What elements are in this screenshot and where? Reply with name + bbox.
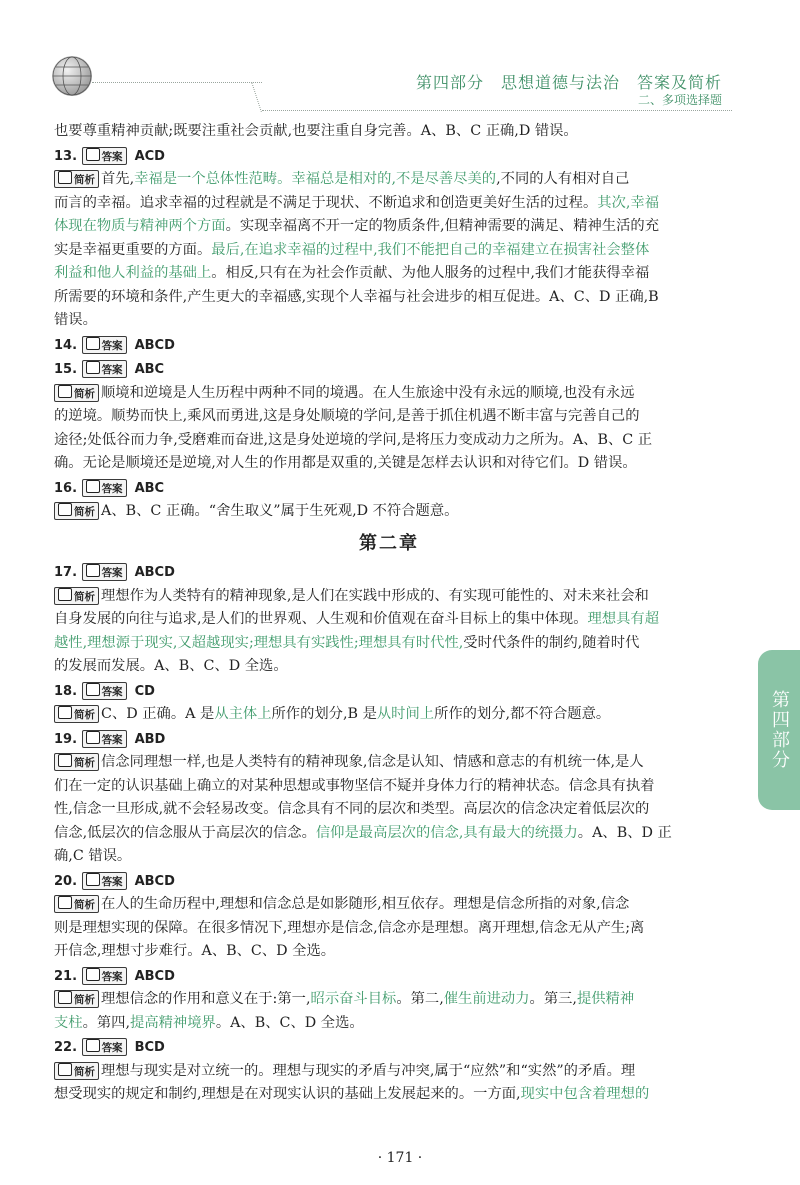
analysis-text: 所作的划分,B 是: [271, 706, 377, 722]
analysis-badge: [54, 895, 99, 913]
answer-badge: [82, 682, 127, 700]
analysis-badge-label: 简析: [74, 590, 95, 603]
analysis-text: 。A、B、C、D 全选。: [215, 1014, 364, 1031]
globe-logo-icon: [52, 56, 92, 96]
analysis-badge-icon: [58, 385, 72, 398]
question-block-chapter-one: [54, 145, 724, 524]
highlighted-text: 幸福是一个总体性范畴。幸福总是相对的,: [134, 171, 397, 187]
highlighted-text: 提供精神: [576, 991, 635, 1007]
analysis-text: 的逆境。顺势而快上,乘风而勇进,这是身处顺境的学问,是善于抓住机遇不断丰富与完善自己的: [54, 408, 640, 424]
analysis-text: 理想与现实是对立统一的。理想与现实的矛盾与冲突,属于“应然”和“实然”的矛盾。理: [101, 1062, 636, 1079]
highlighted-text: 提高精神境界: [130, 1014, 216, 1031]
answer-badge: [82, 1038, 127, 1056]
answer-badge-label: 答案: [101, 364, 123, 376]
analysis-text: 信念同理想一样,也是人类特有的精神现象,信念是认知、情感和意志的有机统一体,是人: [101, 754, 644, 770]
analysis-line: [54, 262, 724, 286]
highlighted-text: 从主体上: [214, 706, 272, 722]
analysis-line: [54, 192, 724, 216]
answer-badge-icon: [86, 968, 100, 981]
answer-value: CD: [134, 683, 155, 699]
analysis-text: 性,信念一旦形成,就不会轻易改变。信念具有不同的层次和类型。高层次的信念决定着低层次的: [54, 801, 650, 817]
analysis-text: 实是幸福更重要的方面。: [54, 241, 212, 258]
analysis-badge: [54, 705, 99, 723]
answer-value: ABCD: [134, 337, 175, 353]
question-number: 19.: [54, 731, 82, 747]
analysis-badge-icon: [58, 171, 72, 184]
analysis-badge-label: 简析: [74, 506, 95, 518]
analysis-line: [54, 655, 724, 679]
question-number: 17.: [54, 565, 82, 580]
question-number: 16.: [54, 480, 82, 496]
highlighted-text: 信仰是最高层次的信念,具有最大的统摄力: [315, 824, 578, 841]
analysis-line: [54, 893, 724, 917]
analysis-line: [54, 405, 724, 429]
analysis-text: 的发展而发展。A、B、C、D 全选。: [54, 658, 288, 674]
analysis-line: [54, 1012, 724, 1036]
highlighted-text: 越性,理想源于现实,又超越现实;理想具有实践性;理想具有时代性,: [54, 634, 464, 651]
header-dotted-rule: [92, 82, 262, 111]
analysis-text: 确。无论是顺境还是逆境,对人生的作用都是双重的,关键是怎样去认识和对待它们。D 错误。: [54, 455, 637, 471]
analysis-line: [54, 286, 724, 310]
question-answer-line: [54, 477, 724, 501]
answer-badge-icon: [86, 1039, 100, 1052]
answer-badge-label: 答案: [101, 339, 123, 352]
analysis-line: [54, 798, 724, 822]
answer-badge-label: 答案: [101, 970, 123, 983]
highlighted-text: 最后,在追求幸福的过程中,我们不能把自己的幸福建立在损害社会整体: [211, 241, 650, 258]
answer-badge: [82, 563, 127, 581]
analysis-badge-icon: [58, 706, 72, 719]
analysis-line: [54, 215, 724, 239]
answer-badge-label: 答案: [101, 482, 123, 495]
question-block-chapter-two: [54, 561, 724, 1107]
highlighted-text: 不是尽善尽美的: [396, 171, 497, 187]
answer-badge: [82, 967, 127, 985]
analysis-text: 们在一定的认识基础上确立的对某种思想或事物坚信不疑并身体力行的精神状态。信念具有执着: [54, 777, 655, 794]
analysis-text: 确,C 错误。: [54, 848, 132, 864]
question-answer-line: [54, 561, 724, 585]
analysis-line: [54, 775, 724, 799]
analysis-badge-label: 简析: [74, 174, 95, 186]
analysis-text: 想受现实的规定和制约,理想是在对现实认识的基础上发展起来的。一方面,: [54, 1086, 521, 1102]
answer-badge-label: 答案: [101, 150, 123, 163]
analysis-line: [54, 1060, 724, 1084]
analysis-text: 理想作为人类特有的精神现象,是人们在实践中形成的、有实现可能性的、对未来社会和: [101, 587, 649, 604]
analysis-text: 则是理想实现的保障。在很多情况下,理想亦是信念,信念亦是理想。离开理想,信念无从产生;离: [54, 919, 645, 936]
answer-content: [54, 120, 724, 1107]
highlighted-text: 支柱: [54, 1014, 83, 1031]
analysis-badge-icon: [58, 896, 72, 909]
analysis-text: 首先,: [101, 171, 135, 187]
intro-line: 也要尊重精神贡献;既要注重社会贡献,也要注重自身完善。A、B、C 正确,D 错误。: [54, 123, 578, 139]
answer-badge-label: 答案: [101, 685, 123, 698]
answer-badge-icon: [86, 564, 100, 577]
analysis-text: 开信念,理想寸步难行。A、B、C、D 全选。: [54, 943, 336, 959]
header-dotted-rule-lower: [262, 110, 732, 111]
analysis-line: [54, 940, 724, 964]
answer-badge: [82, 479, 127, 497]
analysis-text: 错误。: [54, 312, 97, 328]
answer-badge-icon: [86, 480, 100, 493]
question-number: 20.: [54, 873, 82, 889]
answer-badge-label: 答案: [101, 567, 123, 579]
header-subtitle: 二、多项选择题: [637, 93, 722, 107]
analysis-line: [54, 751, 724, 775]
analysis-text: 。第三,: [529, 991, 577, 1007]
section-side-tab: 第四部分: [758, 650, 800, 810]
analysis-line: [54, 822, 724, 846]
question-answer-line: [54, 145, 724, 169]
analysis-line: [54, 452, 724, 476]
analysis-badge-icon: [58, 588, 72, 601]
analysis-text: 信念,低层次的信念服从于高层次的信念。: [54, 824, 316, 841]
highlighted-text: 从时间上: [376, 706, 435, 722]
analysis-text: 所需要的环境和条件,产生更大的幸福感,实现个人幸福与社会进步的相互促进。A、C、D 正确,B: [54, 288, 659, 305]
answer-badge: [82, 872, 127, 890]
analysis-line: [54, 585, 724, 609]
analysis-text: ,不同的人有相对自己: [496, 171, 630, 187]
highlighted-text: 理想具有超: [587, 611, 660, 627]
analysis-badge-label: 简析: [74, 994, 95, 1006]
analysis-text: 顺境和逆境是人生历程中两种不同的境遇。在人生旅途中没有永远的顺境,也没有永远: [101, 384, 635, 401]
analysis-badge: [54, 587, 99, 605]
answer-badge-label: 答案: [101, 875, 123, 888]
analysis-badge-label: 简析: [74, 757, 95, 769]
question-number: 15.: [54, 362, 82, 377]
question-answer-line: [54, 334, 724, 358]
analysis-line: [54, 917, 724, 941]
question-number: 21.: [54, 968, 82, 984]
analysis-line: [54, 168, 724, 192]
chapter-title: 第二章: [359, 532, 419, 554]
question-answer-line: [54, 965, 724, 989]
analysis-text: 。第二,: [396, 991, 444, 1007]
analysis-badge-icon: [58, 991, 72, 1004]
analysis-line: [54, 309, 724, 333]
answer-badge-label: 答案: [101, 733, 123, 746]
analysis-badge: [54, 502, 99, 520]
highlighted-text: 昭示奋斗目标: [310, 991, 397, 1007]
question-number: 14.: [54, 337, 82, 353]
analysis-line: [54, 1083, 724, 1107]
analysis-line: [54, 239, 724, 263]
question-answer-line: [54, 1036, 724, 1060]
answer-badge-icon: [86, 683, 100, 696]
analysis-text: C、D 正确。A 是: [101, 706, 215, 722]
analysis-line: [54, 608, 724, 632]
analysis-text: 。实现幸福离不开一定的物质条件,但精神需要的满足、精神生活的充: [225, 218, 660, 234]
analysis-text: A、B、C 正确。“舍生取义”属于生死观,D 不符合题意。: [101, 503, 459, 519]
answer-value: ABCD: [134, 565, 175, 580]
highlighted-text: 其次,幸福: [597, 194, 660, 211]
answer-badge-icon: [86, 148, 100, 161]
answer-value: ABD: [134, 731, 166, 747]
highlighted-text: 现实中包含着理想的: [520, 1086, 650, 1102]
question-number: 18.: [54, 683, 82, 699]
question-answer-line: [54, 358, 724, 382]
highlighted-text: 体现在物质与精神两个方面: [54, 218, 226, 234]
analysis-line: [54, 429, 724, 453]
analysis-badge-label: 简析: [74, 387, 95, 400]
page-number: · 171 ·: [377, 1150, 423, 1166]
answer-badge: [82, 336, 127, 354]
analysis-badge-icon: [58, 1063, 72, 1076]
analysis-line: [54, 845, 724, 869]
question-answer-line: [54, 680, 724, 704]
analysis-badge-icon: [58, 754, 72, 767]
analysis-text: 。第四,: [82, 1014, 131, 1031]
analysis-badge-label: 简析: [74, 899, 95, 911]
question-answer-line: [54, 728, 724, 752]
analysis-line: [54, 382, 724, 406]
answer-badge: [82, 360, 127, 378]
analysis-text: 而言的幸福。追求幸福的过程就是不满足于现状、不断追求和创造更美好生活的过程。: [54, 194, 598, 211]
analysis-text: 理想信念的作用和意义在于:第一,: [101, 991, 311, 1007]
answer-badge: [82, 147, 127, 165]
answer-badge-icon: [86, 361, 100, 374]
answer-value: BCD: [134, 1040, 165, 1055]
header-title: 第四部分 思想道德与法治 答案及简析: [415, 73, 722, 92]
analysis-text: 。相反,只有在为社会作贡献、为他人服务的过程中,我们才能获得幸福: [211, 265, 650, 281]
analysis-badge-label: 简析: [74, 1065, 95, 1078]
analysis-badge-icon: [58, 503, 72, 516]
question-number: 13.: [54, 148, 82, 164]
analysis-text: 所作的划分,都不符合题意。: [434, 706, 611, 722]
analysis-badge: [54, 170, 99, 188]
analysis-text: 。A、B、D 正: [577, 824, 672, 841]
question-number: 22.: [54, 1040, 82, 1055]
highlighted-text: 催生前进动力: [443, 991, 530, 1007]
question-answer-line: [54, 870, 724, 894]
answer-value: ABC: [134, 480, 165, 496]
answer-value: ABCD: [134, 873, 175, 889]
analysis-text: 受时代条件的制约,随着时代: [463, 634, 640, 651]
highlighted-text: 利益和他人利益的基础上: [54, 265, 212, 281]
analysis-badge: [54, 753, 99, 771]
answer-badge-label: 答案: [101, 1042, 123, 1054]
analysis-badge: [54, 384, 99, 402]
analysis-badge: [54, 1062, 99, 1080]
analysis-line: [54, 703, 724, 727]
analysis-line: [54, 632, 724, 656]
answer-badge-icon: [86, 337, 100, 350]
analysis-text: 途径;处低谷而力争,受磨难而奋进,这是身处逆境的学问,是将压力变成动力之所为。A、B、C 正: [54, 431, 653, 448]
analysis-badge: [54, 990, 99, 1008]
answer-value: ABC: [134, 362, 165, 377]
analysis-text: 自身发展的向往与追求,是人们的世界观、人生观和价值观在奋斗目标上的集中体现。: [54, 611, 588, 627]
analysis-text: 在人的生命历程中,理想和信念总是如影随形,相互依存。理想是信念所指的对象,信念: [101, 896, 630, 912]
answer-badge-icon: [86, 731, 100, 744]
analysis-line: [54, 500, 724, 524]
answer-value: ABCD: [134, 968, 175, 984]
analysis-line: [54, 988, 724, 1012]
answer-value: ACD: [134, 148, 165, 164]
answer-badge: [82, 730, 127, 748]
answer-badge-icon: [86, 873, 100, 886]
analysis-badge-label: 简析: [74, 709, 95, 721]
